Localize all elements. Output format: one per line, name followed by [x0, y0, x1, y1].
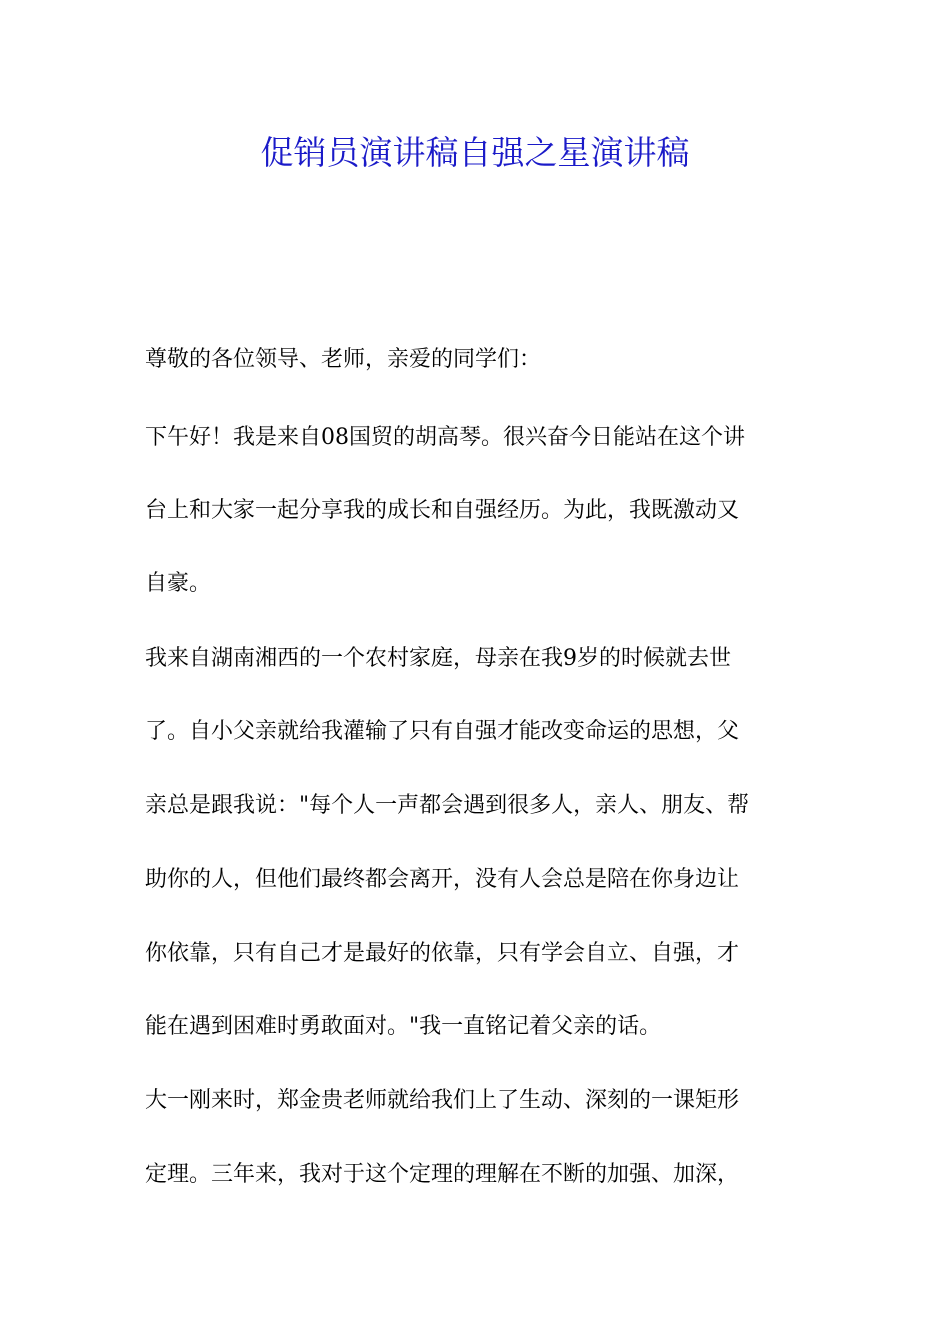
document-title: 促销员演讲稿自强之星演讲稿 [260, 133, 690, 172]
body-line: 你依靠，只有自己才是最好的依靠，只有学会自立、自强，才 [145, 941, 740, 966]
body-line: 下午好！我是来自08国贸的胡高琴。很兴奋今日能站在这个讲 [145, 425, 745, 450]
body-line: 定理。三年来，我对于这个定理的理解在不断的加强、加深， [145, 1162, 740, 1187]
body-line: 了。自小父亲就给我灌输了只有自强才能改变命运的思想，父 [145, 719, 740, 744]
body-line: 亲总是跟我说："每个人一声都会遇到很多人，亲人、朋友、帮 [145, 793, 750, 818]
body-line: 我来自湖南湘西的一个农村家庭，母亲在我9岁的时候就去世 [145, 646, 731, 671]
body-line: 助你的人，但他们最终都会离开，没有人会总是陪在你身边让 [145, 867, 740, 892]
body-line: 大一刚来时，郑金贵老师就给我们上了生动、深刻的一课矩形 [145, 1088, 740, 1113]
body-line: 能在遇到困难时勇敢面对。"我一直铭记着父亲的话。 [145, 1014, 662, 1039]
body-line: 台上和大家一起分享我的成长和自强经历。为此，我既激动又 [145, 498, 740, 523]
greeting-line: 尊敬的各位领导、老师，亲爱的同学们： [145, 347, 542, 372]
body-line: 自豪。 [145, 571, 212, 596]
